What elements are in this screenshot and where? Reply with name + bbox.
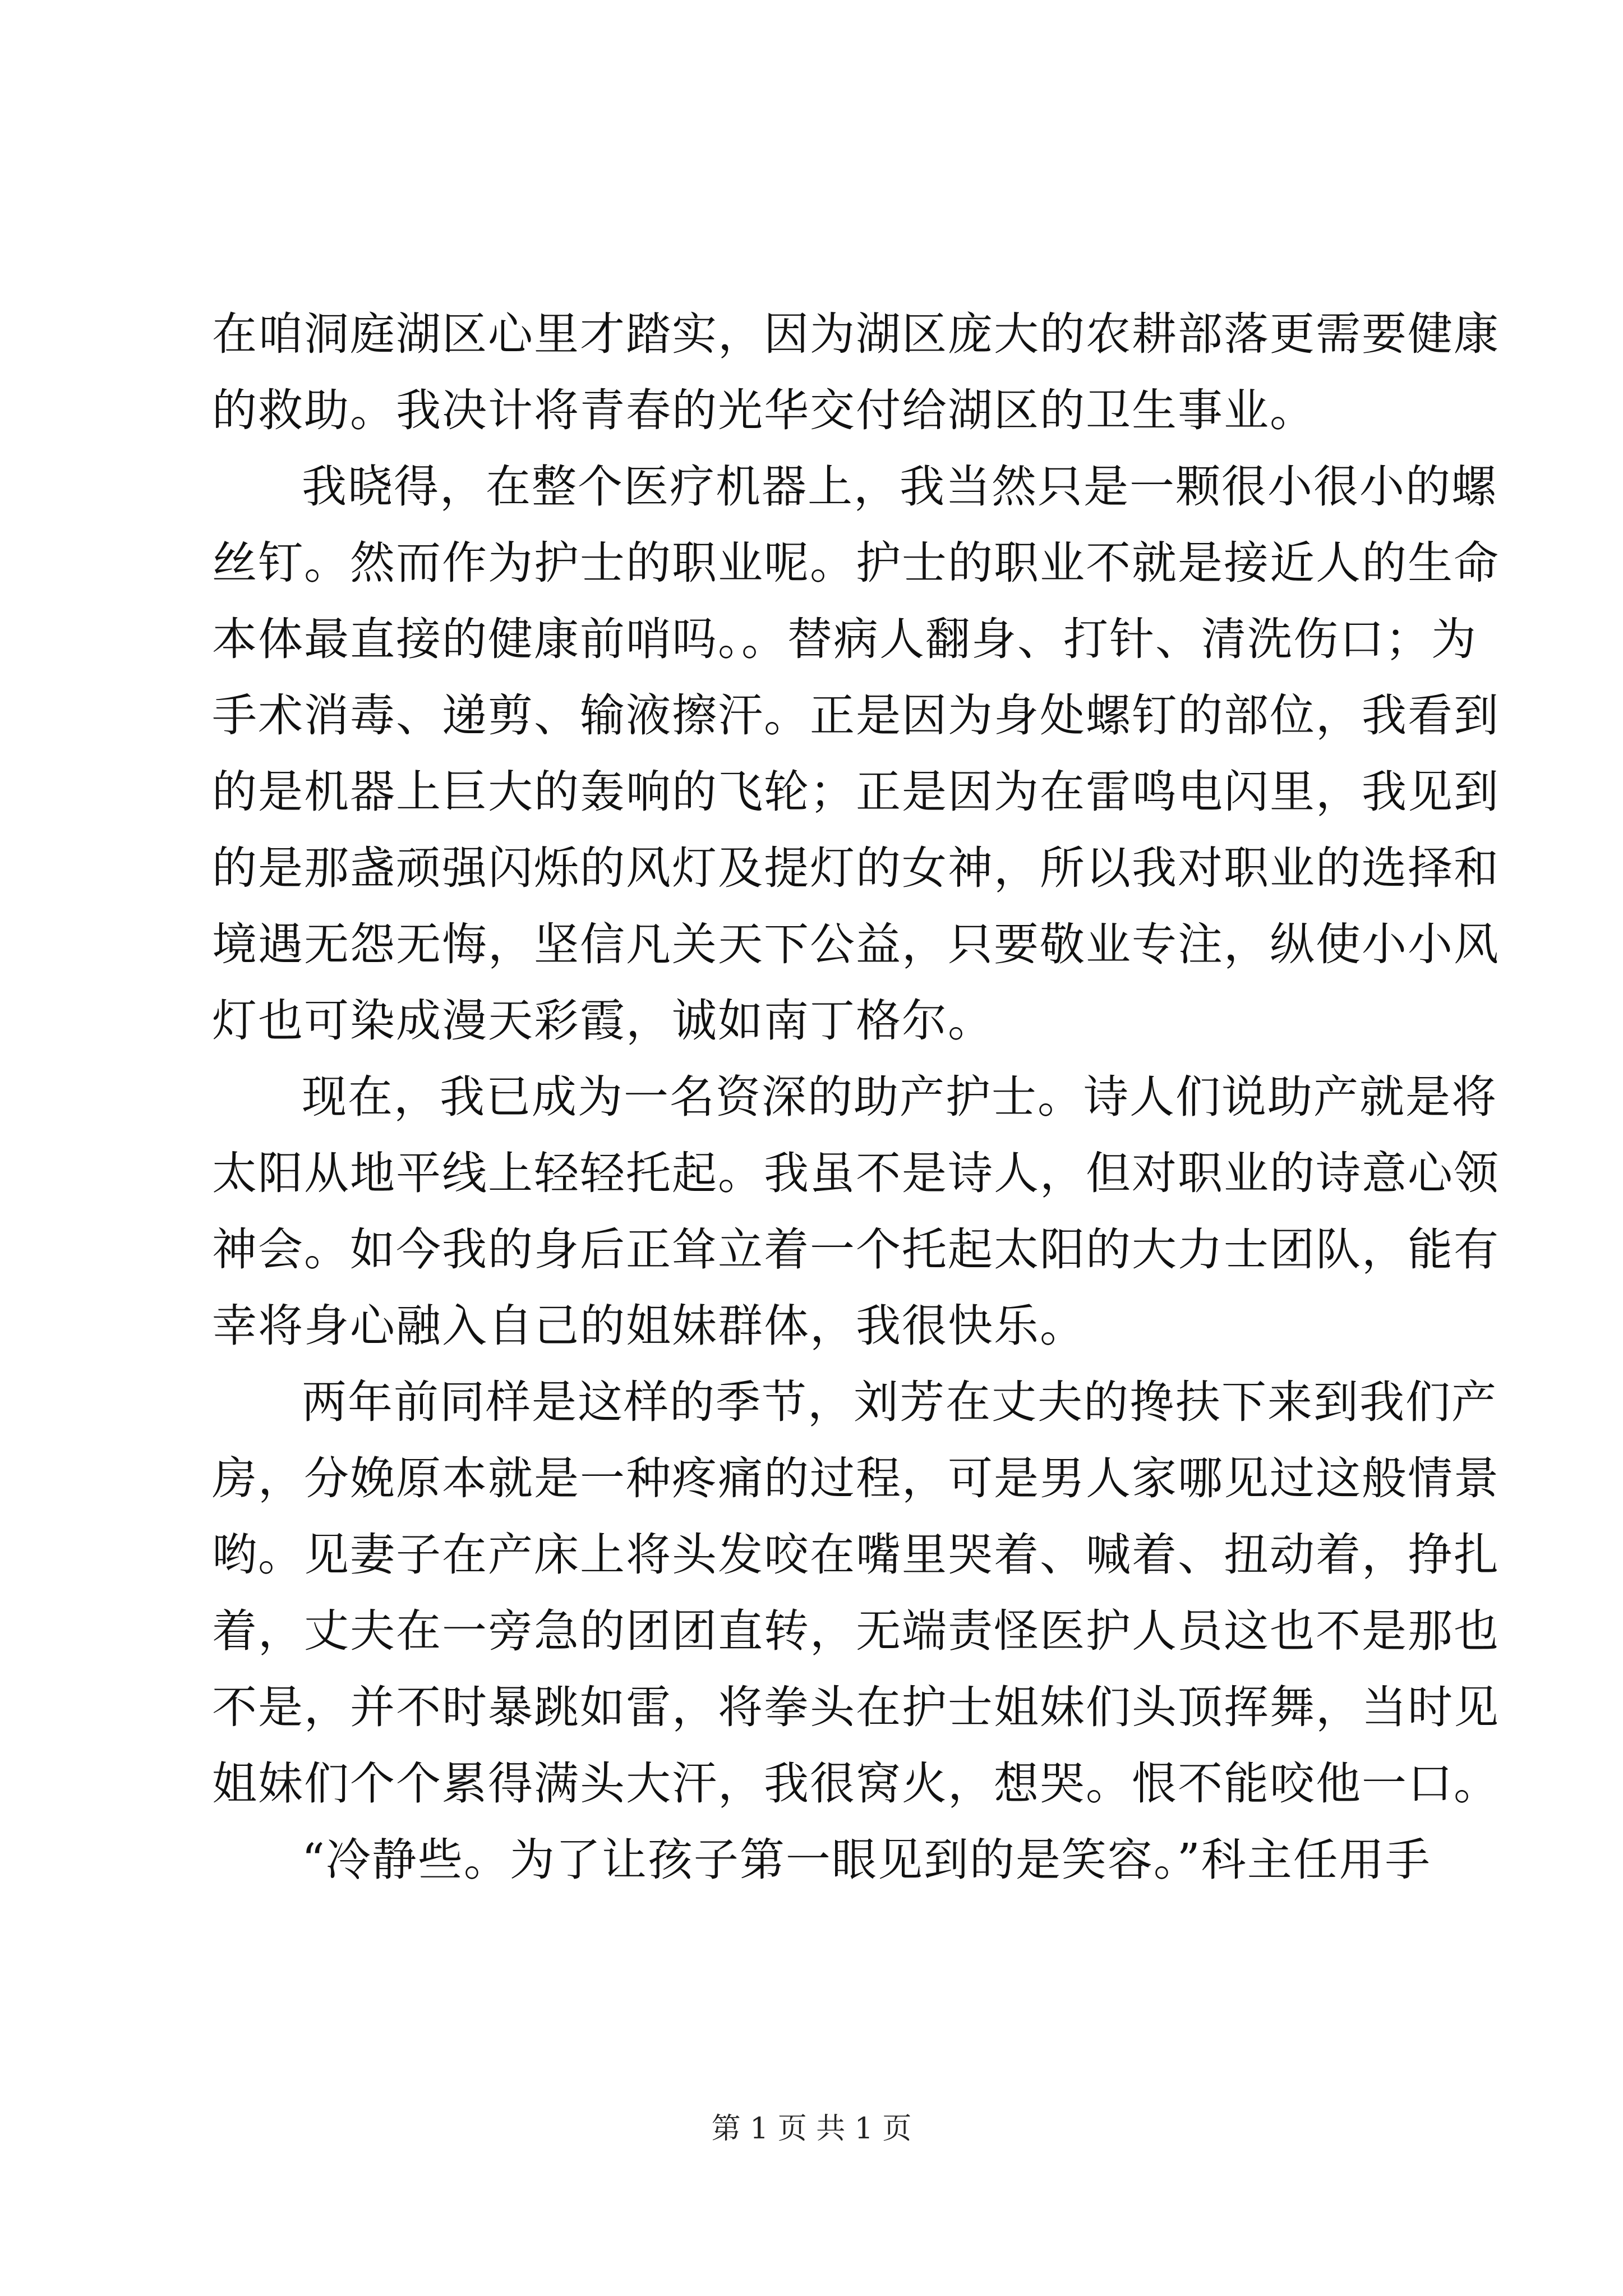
paragraph-start-line: 现在，我已成为一名资深的助产护士。诗人们说助产就是将 (302, 1071, 1497, 1123)
text-line: 的救助。我决计将青春的光华交付给湖区的卫生事业。 (212, 384, 1316, 436)
paragraph-start-line: “冷静些。为了让孩子第一眼见到的是笑容。”科主任用手 (302, 1834, 1431, 1886)
text-line: 着，丈夫在一旁急的团团直转，无端责怪医护人员这也不是那也 (212, 1605, 1500, 1657)
text-line: 哟。见妻子在产床上将头发咬在嘴里哭着、喊着、扭动着，挣扎 (212, 1529, 1500, 1581)
text-line: 在咱洞庭湖区心里才踏实，因为湖区庞大的农耕部落更需要健康 (212, 308, 1500, 360)
paragraph-start-line: 两年前同样是这样的季节，刘芳在丈夫的搀扶下来到我们产 (302, 1376, 1497, 1428)
text-line: 神会。如今我的身后正耸立着一个托起太阳的大力士团队，能有 (212, 1223, 1500, 1276)
text-line: 幸将身心融入自己的姐妹群体，我很快乐。 (212, 1300, 1086, 1352)
text-line: 姐妹们个个累得满头大汗，我很窝火，想哭。恨不能咬他一口。 (212, 1757, 1500, 1810)
text-line: 太阳从地平线上轻轻托起。我虽不是诗人，但对职业的诗意心领 (212, 1147, 1500, 1199)
text-line: 丝钉。然而作为护士的职业呢。护士的职业不就是接近人的生命 (212, 537, 1500, 589)
paragraph-start-line: 我晓得，在整个医疗机器上，我当然只是一颗很小很小的螺 (302, 461, 1497, 513)
text-line: 的是那盏顽强闪烁的风灯及提灯的女神，所以我对职业的选择和 (212, 842, 1500, 894)
text-line: 本体最直接的健康前哨吗。。替病人翻身、打针、清洗伤口；为 (212, 613, 1477, 665)
text-line: 的是机器上巨大的轰响的飞轮；正是因为在雷鸣电闪里，我见到 (212, 766, 1500, 818)
page-footer: 第 1 页 共 1 页 (711, 2112, 912, 2146)
text-line: 房，分娩原本就是一种疼痛的过程，可是男人家哪见过这般情景 (212, 1452, 1500, 1504)
body-text (212, 296, 1500, 1898)
text-line: 手术消毒、递剪、输液擦汗。正是因为身处螺钉的部位，我看到 (212, 689, 1500, 742)
text-line: 不是，并不时暴跳如雷，将拳头在护士姐妹们头顶挥舞，当时见 (212, 1681, 1500, 1733)
text-line: 灯也可染成漫天彩霞，诚如南丁格尔。 (212, 995, 994, 1047)
text-line: 境遇无怨无悔，坚信凡关天下公益，只要敬业专注，纵使小小风 (212, 918, 1500, 970)
